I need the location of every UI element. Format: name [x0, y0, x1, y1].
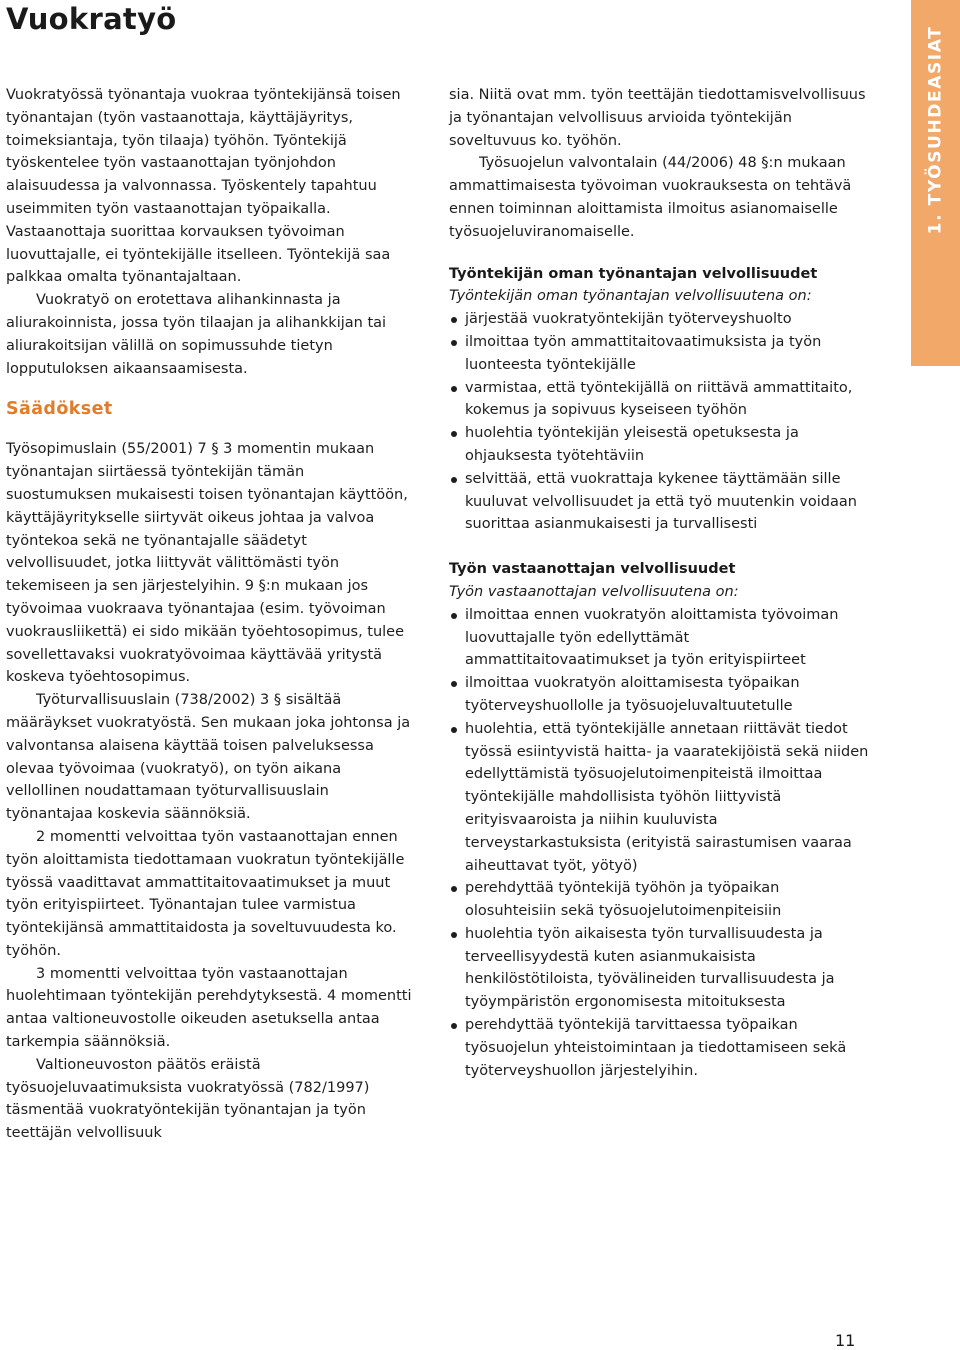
employer-duty-item	[449, 422, 869, 468]
employer-duty-item	[449, 468, 869, 536]
employer-duty-item-text: selvittää, että vuokrattaja kykenee täyttämään sille kuuluvat velvollisuudet ja että työ muutenkin voidaan suorittaa asianmukaisesti ja turvallisesti	[465, 470, 857, 533]
receiver-duty-item	[449, 877, 869, 923]
saadokset-paragraph-5: Valtioneuvoston päätös eräistä työsuojeluvaatimuksista vuokratyössä (782/1997) täsmentää vuokratyöntekijän työnantajan ja työn teettäjän velvollisuuk	[6, 1056, 370, 1142]
employer-duties-intro: Työntekijän oman työnantajan velvollisuutena on:	[449, 288, 812, 305]
employer-duty-item	[449, 377, 869, 423]
saadokset-paragraph-4: 3 momentti velvoittaa työn vastaanottajan huolehtimaan työntekijän perehdytyksestä. 4 momentti antaa valtioneuvostolle oikeuden asetuksella antaa tarkempia säännöksiä.	[6, 965, 412, 1051]
employer-duty-item-text: huolehtia työntekijän yleisestä opetuksesta ja ohjauksesta työtehtäviin	[465, 425, 799, 464]
saadokset-paragraph-1: Työsopimuslain (55/2001) 7 § 3 momentin mukaan työnantajan siirtäessä työntekijän tämän suostumuksen mukaisesti toisen työnantajan käyttöön, käyttäjäyritykselle siirtyvät oikeus johtaa ja valvoa työntekoa sekä ne työnantajalle säädetyt velvollisuudet, jotka liittyvät välittömästi työn tekemiseen ja sen järjestelyihin. 9 §:n mukaan jos työvoimaa vuokraava työnantajaa (esim. työvoiman vuokrausliikettä) ei sido mikään työehtosopimus, tulee sovellettavaksi vuokratyövoimaa käyttävää yritystä koskeva työehtosopimus.	[6, 441, 408, 686]
receiver-duties-intro: Työn vastaanottajan velvollisuutena on:	[449, 583, 739, 600]
employer-duty-item-text: ilmoittaa työn ammattitaitovaatimuksista ja työn luonteesta työntekijälle	[465, 333, 822, 373]
bullet-icon	[451, 1023, 457, 1029]
receiver-duties-list	[449, 604, 869, 1083]
receiver-duty-item	[449, 1014, 869, 1082]
employer-duty-item	[449, 331, 869, 377]
receiver-duty-item	[449, 718, 869, 878]
receiver-duty-item	[449, 604, 869, 672]
bullet-icon	[451, 613, 457, 619]
continued-paragraph: sia. Niitä ovat mm. työn teettäjän tiedottamisvelvollisuus ja työnantajan velvollisuus arvioida työntekijän soveltuvuus ko. työhön.	[449, 87, 866, 149]
employer-duty-item-text: varmistaa, että työntekijällä on riittävä ammattitaito, kokemus ja sopivuus kyseiseen työhön	[465, 379, 853, 419]
saadokset-paragraph-2: Työturvallisuuslain (738/2002) 3 § sisältää määräykset vuokratyöstä. Sen mukaan joka johtonsa ja valvontansa alaisena käyttää toisen palveluksessa olevaa työvoimaa (vuokratyö), on työn aikana vellollinen noudattamaan työturvallisuuslain työnantajaa koskevia säännöksiä.	[6, 692, 411, 823]
bullet-icon	[451, 886, 457, 892]
intro-paragraph-2: Vuokratyö on erotettava alihankinnasta ja aliurakoinnista, jossa työn tilaajan ja alihankkijan tai aliurakoitsijan välillä on sopimussuhde tietyn lopputuloksen aikaansaamisesta.	[6, 292, 387, 377]
bullet-icon	[451, 431, 457, 437]
employer-duty-item-text: järjestää vuokratyöntekijän työterveyshuolto	[465, 311, 792, 328]
receiver-duties-heading: Työn vastaanottajan velvollisuudet	[449, 561, 736, 578]
bullet-icon	[451, 477, 457, 483]
bullet-icon	[451, 681, 457, 687]
section-tab-label: 1. TYÖSUHDEASIAT	[925, 25, 946, 235]
employer-duties-heading: Työntekijän oman työnantajan velvollisuudet	[449, 265, 818, 282]
employer-duties-list	[449, 308, 869, 536]
receiver-duty-item-text: ilmoittaa ennen vuokratyön aloittamista työvoiman luovuttajalle työn edellyttämät ammattitaitovaatimukset ja työn erityispiirteet	[465, 606, 839, 669]
intro-paragraph-1: Vuokratyössä työnantaja vuokraa työntekijänsä toisen työnantajan (työn vastaanottaja, käyttäjäyritys, toimeksiantaja, työn tilaaja) työhön. Työntekijä työskentelee työn vastaanottajan työnjohdon alaisuudessa ja valvonnassa. Työskentely tapahtuu useimmiten työn vastaanottajan työpaikalla. Vastaanottaja suorittaa korvauksen työvoiman luovuttajalle, ei työntekijälle itselleen. Työntekijä saa palkkaa omalta työnantajaltaan.	[6, 87, 401, 286]
employer-duty-item	[449, 308, 869, 331]
receiver-duty-item-text: huolehtia työn aikaisesta työn turvallisuudesta ja terveellisyydestä kuten asianmukaisista henkilöstötiloista, työvälineiden turvallisuudesta ja työympäristön ergonomisesta mitoituksesta	[465, 925, 835, 1011]
receiver-duty-item-text: perehdyttää työntekijä tarvittaessa työpaikan työsuojelun yhteistoimintaan ja tiedottamiseen sekä työterveyshuollon järjestelyihin.	[465, 1017, 847, 1079]
bullet-icon	[451, 340, 457, 346]
bullet-icon	[451, 317, 457, 323]
bullet-icon	[451, 386, 457, 392]
receiver-duty-item-text: perehdyttää työntekijä työhön ja työpaikan olosuhteisiin sekä työsuojelutoimenpiteisiin	[465, 880, 782, 920]
right-column	[449, 84, 869, 1082]
valvontalaki-paragraph: Työsuojelun valvontalain (44/2006) 48 §:n mukaan ammattimaisesta työvoiman vuokrauksesta on tehtävä ennen toiminnan aloittamista ilmoitus asianomaiselle työsuojeluviranomaiselle.	[449, 155, 852, 240]
saadokset-heading: Säädökset	[6, 399, 113, 420]
saadokset-paragraph-3: 2 momentti velvoittaa työn vastaanottajan ennen työn aloittamista tiedottamaan vuokratun työntekijälle työssä vaadittavat ammattitaitovaatimukset ja muut työn erityispiirteet. Työnantajan tulee varmistua työntekijänsä ammattitaidosta ja soveltuvuudesta ko. työhön.	[6, 828, 405, 959]
page-title: Vuokratyö	[6, 2, 177, 36]
receiver-duty-item	[449, 923, 869, 1014]
receiver-duty-item-text: ilmoittaa vuokratyön aloittamisesta työpaikan työterveyshuollolle ja työsuojeluvaltuutetulle	[465, 675, 800, 714]
receiver-duty-item-text: huolehtia, että työntekijälle annetaan riittävät tiedot työssä esiintyvistä haitta- ja vaaratekijöistä sekä niiden edellyttämistä työsuojelutoimenpiteistä ilmoittaa työntekijälle mahdollisista työhön liittyvistä erityisvaaroista ja niihin kuuluvista terveystarkastuksista (erityistä sairastumisen vaaraa aiheuttavat työt, yötyö)	[465, 720, 869, 874]
page-number: 11	[835, 1331, 856, 1350]
left-column	[6, 84, 414, 1145]
receiver-duty-item	[449, 672, 869, 718]
bullet-icon	[451, 727, 457, 733]
bullet-icon	[451, 932, 457, 938]
